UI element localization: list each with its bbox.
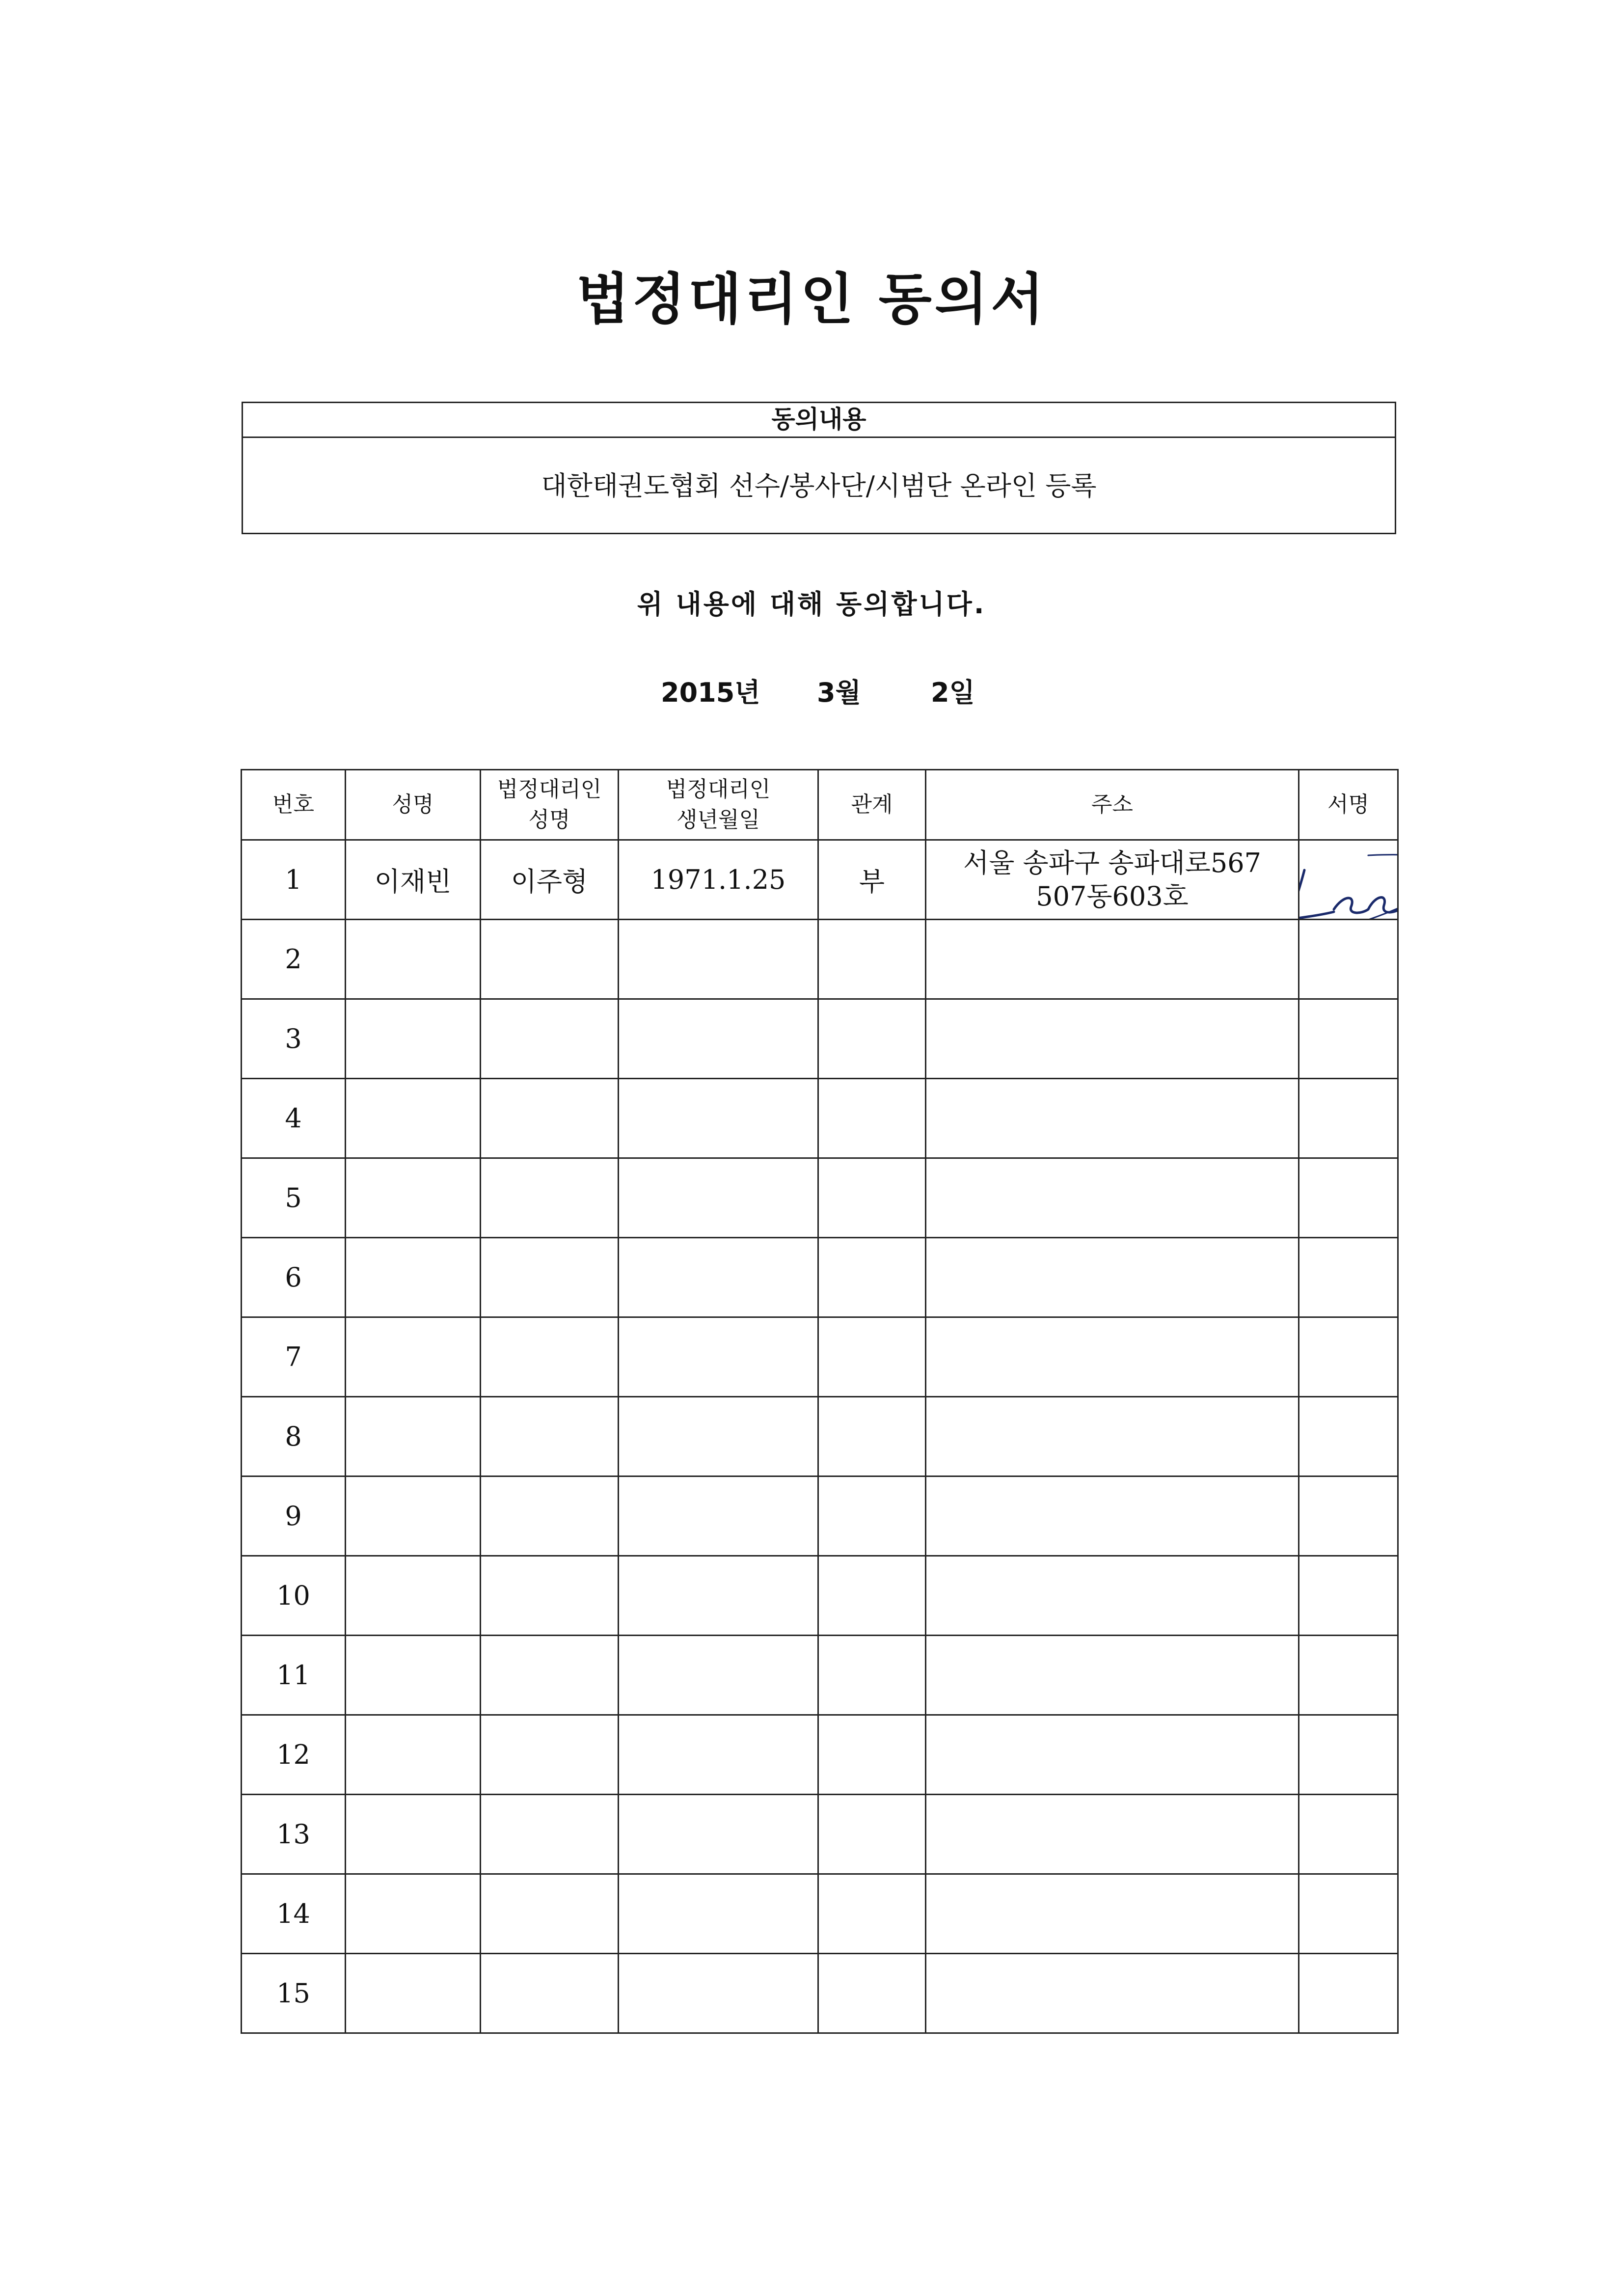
cell-relation — [818, 999, 926, 1079]
cell-number: 14 — [242, 1874, 346, 1954]
address-line1: 서울 송파구 송파대로567 — [963, 847, 1261, 878]
cell-signature — [1299, 1079, 1398, 1158]
cell-relation: 부 — [818, 840, 926, 920]
cell-relation — [818, 1317, 926, 1397]
header-guardian-name-line1: 법정대리인 — [497, 777, 602, 802]
cell-number: 12 — [242, 1715, 346, 1795]
cell-guardian-name — [481, 1079, 619, 1158]
cell-signature — [1299, 1795, 1398, 1874]
cell-relation — [818, 1954, 926, 2033]
header-signature: 서명 — [1299, 770, 1398, 840]
cell-guardian-birth — [619, 1238, 818, 1317]
date-month: 3월 — [817, 677, 861, 708]
date-day: 2일 — [931, 677, 975, 708]
cell-address — [926, 999, 1299, 1079]
cell-signature — [1299, 1556, 1398, 1636]
header-guardian-birth — [619, 770, 818, 840]
agreement-statement: 위 내용에 대해 동의합니다. — [637, 589, 986, 620]
table-row — [242, 1636, 1398, 1715]
cell-number: 15 — [242, 1954, 346, 2033]
cell-guardian-birth — [619, 1954, 818, 2033]
cell-relation — [818, 1795, 926, 1874]
table-row — [242, 920, 1398, 999]
cell-number: 11 — [242, 1636, 346, 1715]
header-number: 번호 — [242, 770, 346, 840]
cell-number: 5 — [242, 1158, 346, 1238]
table-row — [242, 1317, 1398, 1397]
header-address: 주소 — [926, 770, 1299, 840]
cell-address — [926, 1476, 1299, 1556]
cell-address — [926, 1317, 1299, 1397]
cell-name — [346, 920, 481, 999]
table-row — [242, 840, 1398, 920]
cell-relation — [818, 1636, 926, 1715]
document-title: 법정대리인 동의서 — [576, 268, 1047, 331]
table-row — [242, 1954, 1398, 2033]
cell-address — [926, 1079, 1299, 1158]
cell-guardian-name — [481, 1397, 619, 1476]
table-row — [242, 1556, 1398, 1636]
cell-guardian-name: 이주형 — [481, 840, 619, 920]
cell-guardian-name — [481, 920, 619, 999]
cell-address — [926, 1556, 1299, 1636]
cell-guardian-birth — [619, 1636, 818, 1715]
header-guardian-name — [481, 770, 619, 840]
table-header-row — [242, 770, 1398, 840]
cell-guardian-birth — [619, 1556, 818, 1636]
cell-guardian-name — [481, 1238, 619, 1317]
consent-content-header: 동의내용 — [243, 403, 1395, 438]
handwritten-signature — [1299, 840, 1398, 920]
cell-relation — [818, 1397, 926, 1476]
cell-signature — [1299, 1715, 1398, 1795]
cell-relation — [818, 1556, 926, 1636]
header-relation: 관계 — [818, 770, 926, 840]
cell-signature — [1299, 1317, 1398, 1397]
cell-address — [926, 1158, 1299, 1238]
cell-guardian-name — [481, 1158, 619, 1238]
cell-address — [926, 920, 1299, 999]
cell-signature — [1299, 1476, 1398, 1556]
cell-relation — [818, 1079, 926, 1158]
cell-relation — [818, 1476, 926, 1556]
header-guardian-birth-line1: 법정대리인 — [666, 777, 771, 802]
table-row — [242, 1238, 1398, 1317]
cell-signature — [1299, 1636, 1398, 1715]
cell-relation — [818, 1158, 926, 1238]
cell-guardian-name — [481, 1954, 619, 2033]
cell-guardian-birth — [619, 1317, 818, 1397]
cell-signature — [1299, 1158, 1398, 1238]
cell-guardian-birth — [619, 1397, 818, 1476]
table-row — [242, 1397, 1398, 1476]
cell-name — [346, 1874, 481, 1954]
cell-address — [926, 1238, 1299, 1317]
table-row — [242, 1476, 1398, 1556]
cell-number: 3 — [242, 999, 346, 1079]
cell-number: 8 — [242, 1397, 346, 1476]
cell-address — [926, 1954, 1299, 2033]
cell-number: 7 — [242, 1317, 346, 1397]
cell-name — [346, 1238, 481, 1317]
cell-name — [346, 1795, 481, 1874]
cell-guardian-birth — [619, 1079, 818, 1158]
cell-signature — [1299, 1874, 1398, 1954]
cell-number: 2 — [242, 920, 346, 999]
table-row — [242, 1079, 1398, 1158]
cell-name — [346, 1079, 481, 1158]
cell-guardian-name — [481, 1715, 619, 1795]
cell-guardian-birth: 1971.1.25 — [619, 840, 818, 920]
cell-address — [926, 1636, 1299, 1715]
header-guardian-name-line2: 성명 — [528, 807, 570, 832]
cell-relation — [818, 1874, 926, 1954]
cell-guardian-name — [481, 999, 619, 1079]
cell-guardian-birth — [619, 1715, 818, 1795]
cell-number: 10 — [242, 1556, 346, 1636]
address-line2: 507동603호 — [1036, 880, 1189, 912]
cell-number: 1 — [242, 840, 346, 920]
cell-signature — [1299, 920, 1398, 999]
cell-signature — [1299, 999, 1398, 1079]
table-row — [242, 1874, 1398, 1954]
cell-guardian-birth — [619, 999, 818, 1079]
cell-guardian-name — [481, 1556, 619, 1636]
cell-guardian-birth — [619, 1158, 818, 1238]
cell-guardian-birth — [619, 1795, 818, 1874]
cell-relation — [818, 1238, 926, 1317]
cell-name — [346, 999, 481, 1079]
cell-name — [346, 1556, 481, 1636]
cell-relation — [818, 920, 926, 999]
cell-guardian-name — [481, 1874, 619, 1954]
cell-signature — [1299, 1397, 1398, 1476]
cell-name — [346, 1954, 481, 2033]
consent-content-box — [242, 402, 1396, 534]
cell-name — [346, 1476, 481, 1556]
cell-guardian-birth — [619, 920, 818, 999]
cell-number: 9 — [242, 1476, 346, 1556]
cell-signature — [1299, 1238, 1398, 1317]
cell-signature — [1299, 1954, 1398, 2033]
cell-name — [346, 1636, 481, 1715]
cell-guardian-name — [481, 1795, 619, 1874]
cell-guardian-birth — [619, 1476, 818, 1556]
table-row — [242, 999, 1398, 1079]
cell-guardian-name — [481, 1476, 619, 1556]
cell-number: 13 — [242, 1795, 346, 1874]
cell-guardian-name — [481, 1317, 619, 1397]
header-guardian-birth-line2: 생년월일 — [676, 807, 760, 832]
cell-relation — [818, 1715, 926, 1795]
consent-content-body: 대한태권도협회 선수/봉사단/시범단 온라인 등록 — [541, 470, 1097, 501]
registration-table — [241, 769, 1399, 2034]
cell-name: 이재빈 — [346, 840, 481, 920]
cell-number: 6 — [242, 1238, 346, 1317]
table-row — [242, 1715, 1398, 1795]
cell-name — [346, 1715, 481, 1795]
cell-guardian-birth — [619, 1874, 818, 1954]
cell-address — [926, 840, 1299, 920]
cell-address — [926, 1397, 1299, 1476]
table-row — [242, 1795, 1398, 1874]
cell-name — [346, 1397, 481, 1476]
cell-name — [346, 1158, 481, 1238]
cell-address — [926, 1715, 1299, 1795]
cell-address — [926, 1795, 1299, 1874]
cell-guardian-name — [481, 1636, 619, 1715]
date-year: 2015년 — [661, 677, 760, 708]
cell-address — [926, 1874, 1299, 1954]
cell-signature — [1299, 840, 1398, 920]
cell-name — [346, 1317, 481, 1397]
cell-number: 4 — [242, 1079, 346, 1158]
header-name: 성명 — [346, 770, 481, 840]
table-row — [242, 1158, 1398, 1238]
